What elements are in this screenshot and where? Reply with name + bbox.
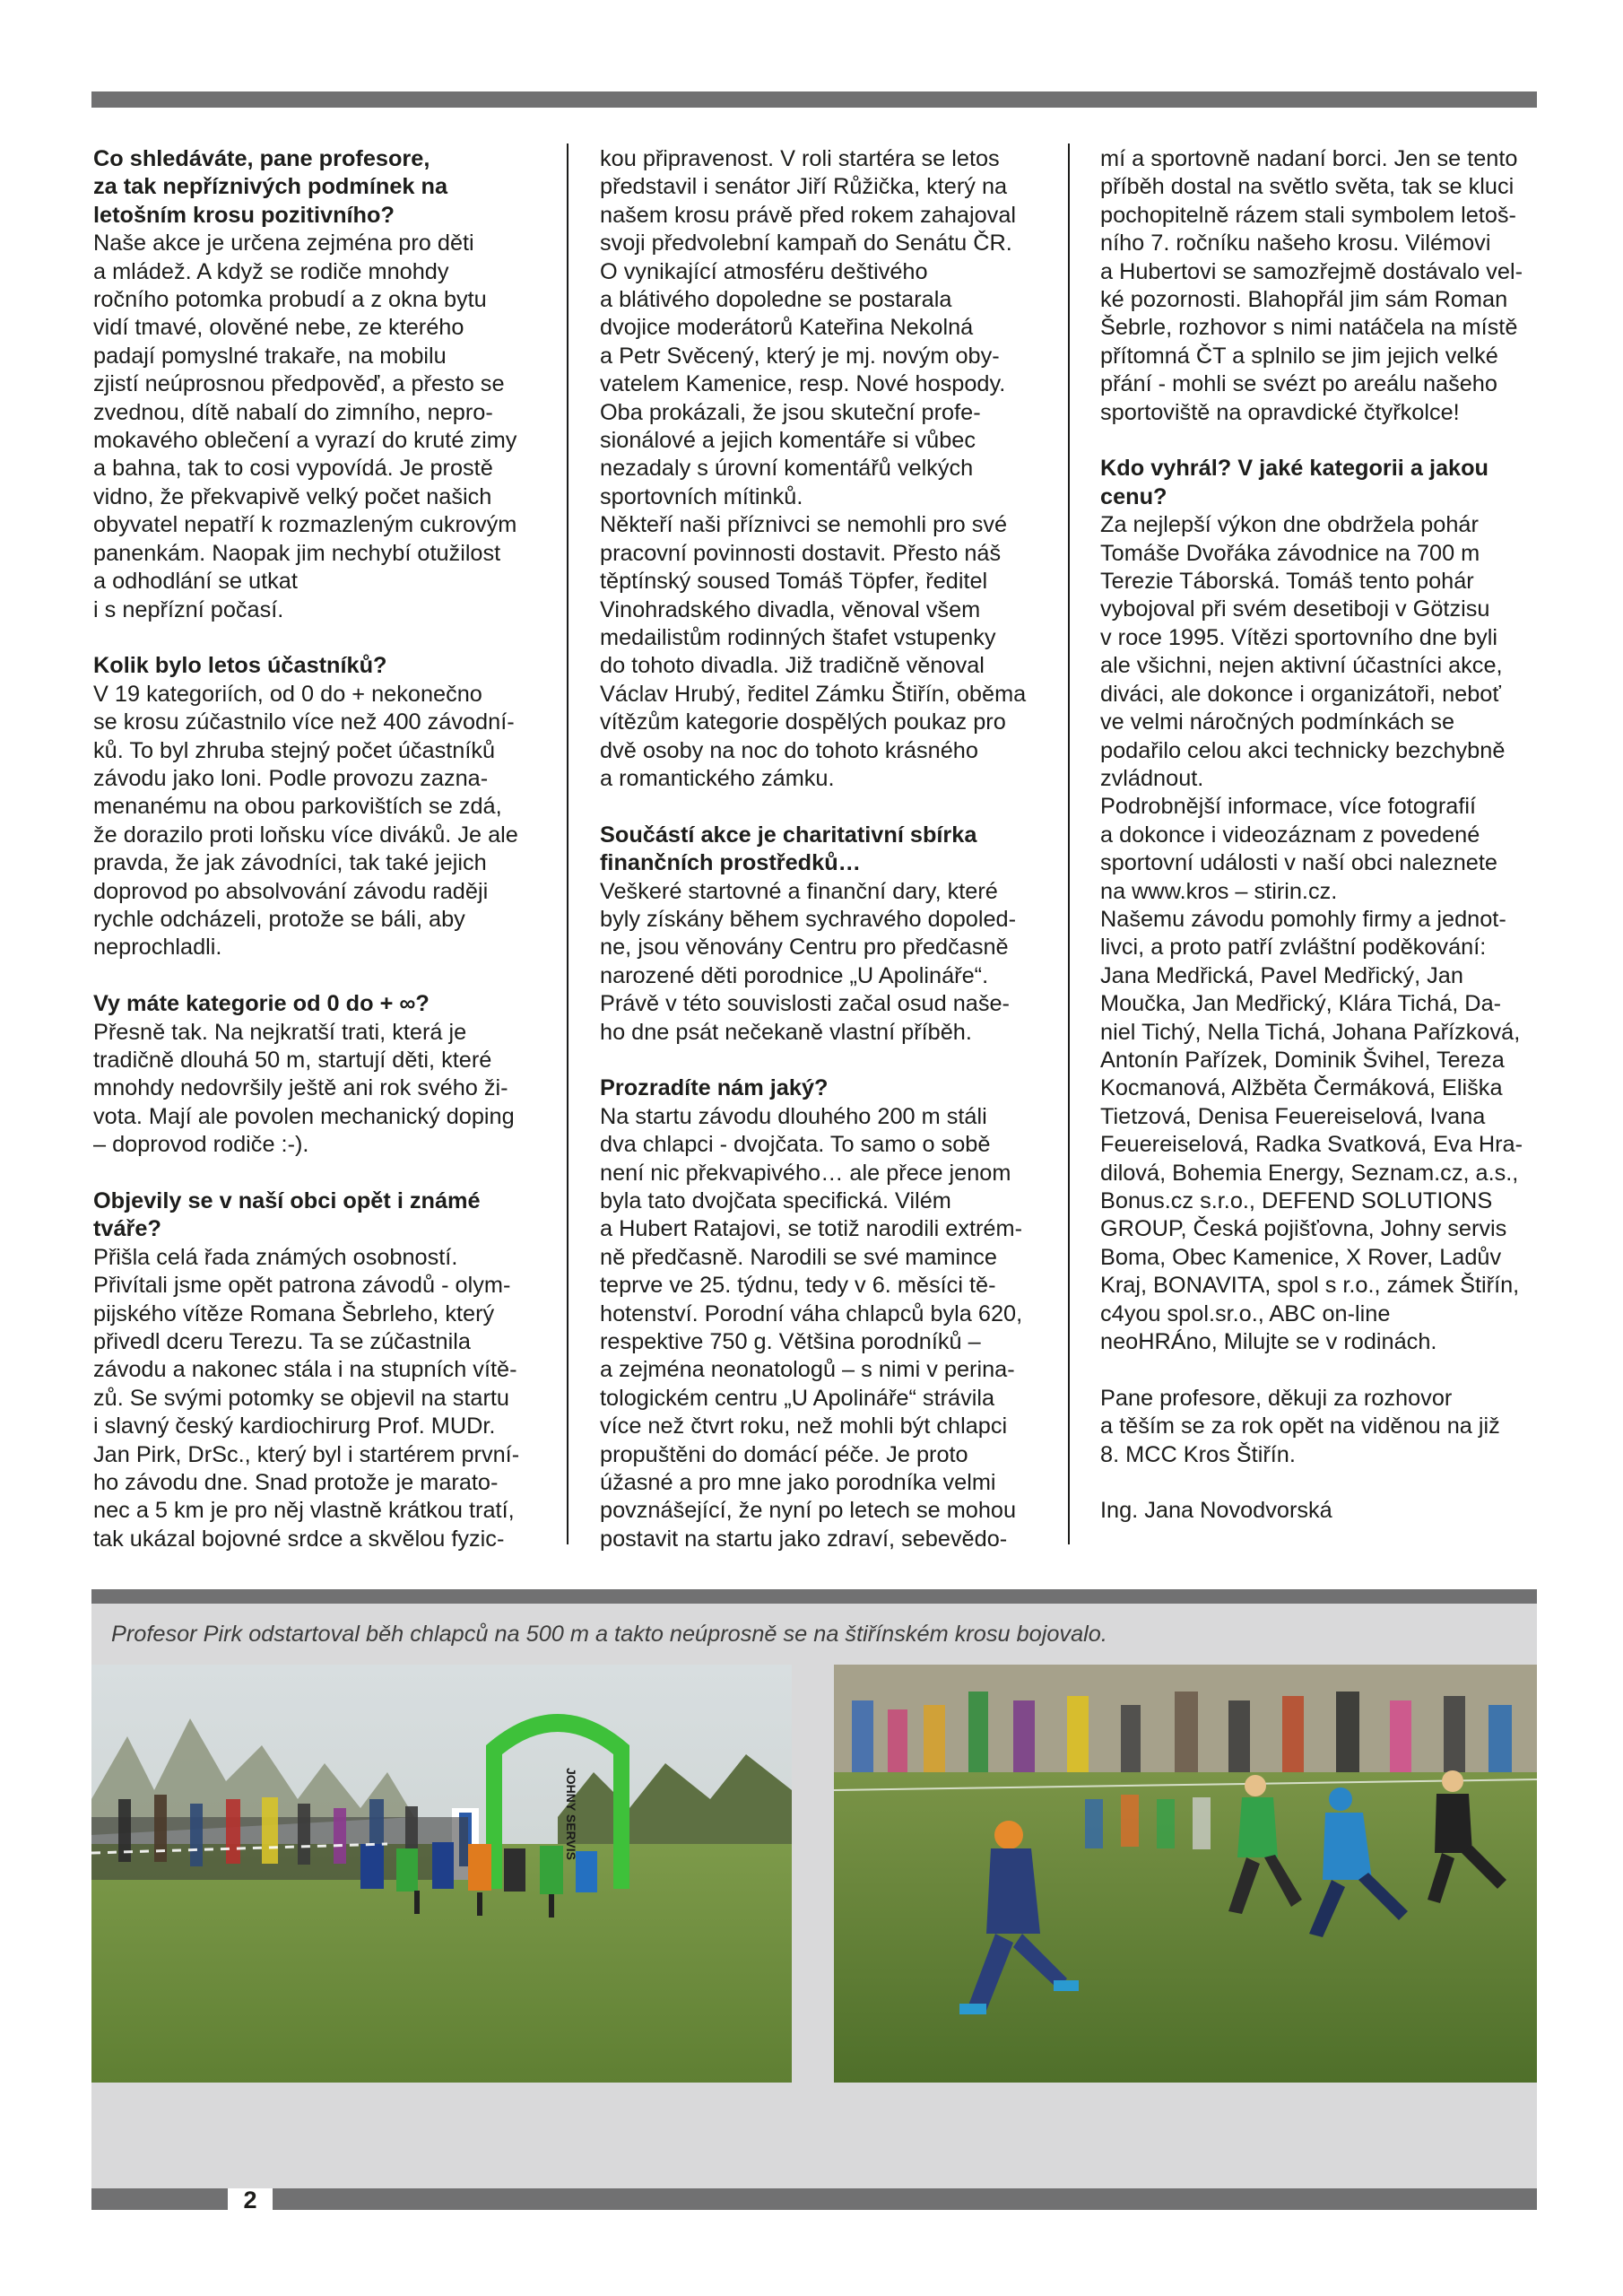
svg-text:JOHNY SERVIS: JOHNY SERVIS [564, 1768, 578, 1860]
text-column-1 [93, 145, 540, 1553]
body-text-line: Někteří naši příznivci se nemohli pro své [600, 512, 1008, 538]
body-text-line: Moučka, Jan Medřický, Klára Tichá, Da- [1100, 991, 1502, 1017]
body-text-line: Za nejlepší výkon dne obdržela pohár [1100, 512, 1479, 538]
paragraph-gap [1100, 1469, 1547, 1497]
body-text-line: v roce 1995. Vítězi sportovního dne byli [1100, 624, 1497, 650]
body-text-line: ho dne psát nečekaně vlastní příběh. [600, 1019, 972, 1045]
body-text-line: vota. Mají ale povolen mechanický doping [93, 1103, 515, 1129]
body-text-line: panenkám. Naopak jim nechybí otužilost [93, 540, 501, 566]
body-text-line: vítězům kategorie dospělých poukaz pro [600, 709, 1006, 735]
body-text-line: dvojice moderátorů Kateřina Nekolná [600, 315, 974, 341]
paragraph-gap [600, 793, 1046, 821]
body-text-line: tradičně dlouhá 50 m, startují děti, které [93, 1047, 492, 1073]
body-text-line: niel Tichý, Nella Tichá, Johana Pařízková, [1100, 1019, 1521, 1045]
body-text-line: byla tato dvojčata specifická. Vilém [600, 1188, 951, 1213]
body-text-line: ně předčasně. Narodili se své mamince [600, 1244, 997, 1270]
body-text-line: kou připravenost. V roli startéra se letos [600, 146, 1000, 171]
body-text-line: diváci, ale dokonce i organizátoři, neboť [1100, 681, 1501, 707]
body-text-line: c4you spol.sr.o., ABC on-line [1100, 1300, 1391, 1326]
body-text-line: pochopitelně rázem stali symbolem letoš- [1100, 202, 1516, 228]
body-text-line: Jana Medřická, Pavel Medřický, Jan [1100, 962, 1463, 988]
body-text-line: sionálové a jejich komentáře si vůbec [600, 428, 976, 454]
top-decorative-bar [91, 91, 1537, 108]
body-text-line: a mládež. A když se rodiče mnohdy [93, 258, 449, 284]
body-text-line: zvládnout. [1100, 765, 1204, 791]
body-text-line: a dokonce i videozáznam z povedené [1100, 822, 1480, 848]
body-text-line: neprochladli. [93, 935, 222, 961]
question-heading-line: za tak nepříznivých podmínek na [93, 174, 448, 200]
body-text-line: vatelem Kamenice, resp. Nové hospody. [600, 371, 1006, 397]
body-text-line: obyvatel nepatří k rozmazleným cukrovým [93, 512, 517, 538]
body-text-line: – doprovod rodiče :-). [93, 1132, 309, 1158]
body-text-line: Oba prokázali, že jsou skuteční profe- [600, 399, 981, 425]
paragraph-gap [93, 624, 540, 652]
body-text-line: zvednou, dítě nabalí do zimního, nepro- [93, 399, 493, 425]
question-heading-line: cenu? [1100, 483, 1167, 509]
body-text-line: a bahna, tak to cosi vypovídá. Je prostě [93, 456, 493, 482]
body-text-line: Kocmanová, Alžběta Čermáková, Eliška [1100, 1075, 1503, 1101]
photo-section-bar [91, 1589, 1537, 1604]
question-heading-line: Kolik bylo letos účastníků? [93, 653, 387, 679]
body-text-line: postavit na startu jako zdraví, sebevědo- [600, 1526, 1008, 1552]
body-text-line: doprovod po absolvování závodu raději [93, 878, 489, 904]
photo-caption: Profesor Pirk odstartoval běh chlapců na 500 m a takto neúprosně se na štiřínském krosu bojovalo. [111, 1622, 1107, 1647]
body-text-line: že dorazilo proti loňsku více diváků. Je ale [93, 822, 518, 848]
body-text-line: Podrobnější informace, více fotografií [1100, 794, 1477, 820]
photo-race-start-image [91, 1665, 792, 2083]
body-text-line: pijského vítěze Romana Šebrleho, který [93, 1300, 495, 1326]
body-text-line: není nic překvapivého… ale přece jenom [600, 1160, 1011, 1186]
body-text-line: livci, a proto patří zvláštní poděkování: [1100, 935, 1487, 961]
body-text-line: ké pozornosti. Blahopřál jim sám Roman [1100, 287, 1508, 313]
body-text-line: dilová, Bohemia Energy, Seznam.cz, a.s., [1100, 1160, 1519, 1186]
body-text-line: rychle odcházeli, protože se báli, aby [93, 906, 465, 932]
column-divider [1068, 144, 1070, 1544]
bottom-decorative-bar [91, 2187, 1537, 2213]
body-text-line: teprve ve 25. týdnu, tedy v 6. měsíci tě- [600, 1273, 996, 1299]
body-text-line: propuštěni do domácí péče. Je proto [600, 1441, 968, 1467]
body-text-line: Na startu závodu dlouhého 200 m stáli [600, 1103, 987, 1129]
question-heading-line: Prozradíte nám jaký? [600, 1075, 829, 1101]
body-text-line: mnohdy nedovršily ještě ani rok svého ži- [93, 1075, 508, 1101]
body-text-line: zů. Se svými potomky se objevil na startu [93, 1385, 509, 1411]
body-text-line: mokavého oblečení a vyrazí do kruté zimy [93, 428, 517, 454]
body-text-line: a blátivého dopoledne se postarala [600, 287, 952, 313]
body-text-line: mí a sportovně nadaní borci. Jen se tento [1100, 146, 1518, 171]
body-text-line: dvě osoby na noc do tohoto krásného [600, 737, 978, 763]
body-text-line: Ing. Jana Novodvorská [1100, 1498, 1332, 1524]
body-text-line: Našemu závodu pomohly firmy a jednot- [1100, 906, 1506, 932]
body-text-line: i s nepřízní počasí. [93, 596, 284, 622]
question-heading-line: Součástí akce je charitativní sbírka [600, 822, 977, 848]
paragraph-gap [93, 1160, 540, 1187]
body-text-line: i slavný český kardiochirurg Prof. MUDr. [93, 1413, 496, 1439]
question-heading-line: finančních prostředků… [600, 850, 861, 876]
body-text-line: a Hubertovi se samozřejmě dostávalo vel- [1100, 258, 1523, 284]
body-text-line: Tietzová, Denisa Feuereiselová, Ivana [1100, 1103, 1486, 1129]
question-heading-line: tváře? [93, 1216, 161, 1242]
body-text-line: těptínský soused Tomáš Töpfer, ředitel [600, 569, 988, 595]
photo-race-start [91, 1665, 792, 2083]
paragraph-gap [1100, 427, 1547, 455]
body-text-line: svoji předvolební kampaň do Senátu ČR. [600, 230, 1012, 257]
text-column-2 [600, 145, 1046, 1553]
question-heading-line: Objevily se v naší obci opět i známé [93, 1187, 481, 1213]
body-text-line: Vinohradského divadla, věnoval všem [600, 596, 981, 622]
body-text-line: povznášející, že nyní po letech se mohou [600, 1498, 1017, 1524]
body-text-line: nec a 5 km je pro něj vlastně krátkou tratí, [93, 1498, 515, 1524]
body-text-line: více než čtvrt roku, než mohli být chlapci [600, 1413, 1008, 1439]
body-text-line: Veškeré startovné a finanční dary, které [600, 878, 998, 904]
body-text-line: Tomáše Dvořáka závodnice na 700 m [1100, 540, 1480, 566]
body-text-line: na www.kros – stirin.cz. [1100, 878, 1338, 904]
body-text-line: tak ukázal bojovné srdce a skvělou fyzic- [93, 1526, 505, 1552]
page-number: 2 [228, 2188, 273, 2210]
body-text-line: Bonus.cz s.r.o., DEFEND SOLUTIONS [1100, 1188, 1493, 1214]
body-text-line: Přišla celá řada známých osobností. [93, 1244, 458, 1270]
body-text-line: příběh dostal na světlo světa, tak se kluci [1100, 174, 1515, 200]
body-text-line: GROUP, Česká pojišťovna, Johny servis [1100, 1216, 1507, 1242]
question-heading-line: Co shledáváte, pane profesore, [93, 146, 430, 171]
body-text-line: zjistí neúprosnou předpověď, a přesto se [93, 371, 505, 397]
body-text-line: vybojoval při svém desetiboji v Götzisu [1100, 596, 1490, 622]
body-text-line: nezadaly s úrovní komentářů velkých [600, 456, 974, 482]
body-text-line: se krosu zúčastnilo více než 400 závodní- [93, 709, 515, 735]
paragraph-gap [600, 1047, 1046, 1074]
body-text-line: Přesně tak. Na nejkratší trati, která je [93, 1019, 467, 1045]
body-text-line: Antonín Pařízek, Dominik Švihel, Tereza [1100, 1047, 1505, 1073]
body-text-line: a těším se za rok opět na viděnou na již [1100, 1413, 1500, 1439]
body-text-line: a romantického zámku. [600, 765, 835, 791]
body-text-line: a Petr Svěcený, který je mj. novým oby- [600, 343, 1000, 369]
body-text-line: respektive 750 g. Většina porodníků – [600, 1329, 981, 1355]
body-text-line: do tohoto divadla. Již tradičně věnoval [600, 653, 985, 679]
body-text-line: ročního potomka probudí a z okna bytu [93, 287, 487, 313]
body-text-line: Jan Pirk, DrSc., který byl i startérem první- [93, 1441, 520, 1467]
body-text-line: závodu jako loni. Podle provozu zazna- [93, 765, 489, 791]
body-text-line: přivedl dceru Terezu. Ta se zúčastnila [93, 1329, 471, 1355]
body-text-line: V 19 kategoriích, od 0 do + nekonečno [93, 681, 482, 707]
body-text-line: Boma, Obec Kamenice, X Rover, Ladův [1100, 1244, 1502, 1270]
body-text-line: úžasné a pro mne jako porodníka velmi [600, 1470, 996, 1496]
photo-section [91, 1589, 1537, 2195]
photo-race-runners-image [834, 1665, 1537, 2083]
body-text-line: ho závodu dne. Snad protože je marato- [93, 1470, 499, 1496]
text-column-3 [1100, 145, 1547, 1526]
body-text-line: ního 7. ročníku našeho krosu. Vilémovi [1100, 230, 1491, 257]
body-text-line: sportovní události v naší obci naleznete [1100, 850, 1497, 876]
column-divider [567, 144, 568, 1544]
body-text-line: vidí tmavé, olověné nebe, ze kterého [93, 315, 464, 341]
body-text-line: sportoviště na opravdické čtyřkolce! [1100, 399, 1460, 425]
body-text-line: 8. MCC Kros Štiřín. [1100, 1441, 1296, 1467]
body-text-line: tologickém centru „U Apolináře“ strávila [600, 1385, 995, 1411]
body-text-line: sportovních mítinků. [600, 483, 803, 509]
body-text-line: neoHRÁno, Milujte se v rodinách. [1100, 1329, 1437, 1355]
body-text-line: Kraj, BONAVITA, spol s r.o., zámek Štiřín, [1100, 1273, 1520, 1299]
body-text-line: hotenství. Porodní váha chlapců byla 620, [600, 1300, 1023, 1326]
question-heading-line: letošním krosu pozitivního? [93, 202, 395, 228]
body-text-line: padají pomyslné trakaře, na mobilu [93, 343, 447, 369]
body-text-line: ne, jsou věnovány Centru pro předčasně [600, 935, 1009, 961]
body-text-line: představil i senátor Jiří Růžička, který na [600, 174, 1008, 200]
body-text-line: podařilo celou akci technicky bezchybně [1100, 737, 1506, 763]
body-text-line: závodu a nakonec stála i na stupních vítě- [93, 1357, 517, 1383]
body-text-line: Šebrle, rozhovor s nimi natáčela na místě [1100, 315, 1518, 341]
photo-race-runners [834, 1665, 1537, 2083]
question-heading-line: Kdo vyhrál? V jaké kategorii a jakou [1100, 456, 1489, 482]
body-text-line: Naše akce je určena zejména pro děti [93, 230, 474, 257]
body-text-line: ve velmi náročných podmínkách se [1100, 709, 1455, 735]
body-text-line: O vynikající atmosféru deštivého [600, 258, 928, 284]
body-text-line: ale všichni, nejen aktivní účastníci akce, [1100, 653, 1503, 679]
body-text-line: vidno, že překvapivě velký počet našich [93, 483, 492, 509]
body-text-line: narozené děti porodnice „U Apolináře“. [600, 962, 989, 988]
body-text-line: Václav Hrubý, ředitel Zámku Štiřín, oběma [600, 681, 1027, 707]
body-text-line: a Hubert Ratajovi, se totiž narodili extrém- [600, 1216, 1022, 1242]
body-text-line: Právě v této souvislosti začal osud naše- [600, 991, 1010, 1017]
body-text-line: medailistům rodinných štafet vstupenky [600, 624, 996, 650]
question-heading-line: Vy máte kategorie od 0 do + ∞? [93, 991, 430, 1017]
body-text-line: Terezie Táborská. Tomáš tento pohár [1100, 569, 1474, 595]
body-text-line: přítomná ČT a splnilo se jim jejich velké [1100, 343, 1498, 369]
body-text-line: byly získány během sychravého dopoled- [600, 906, 1017, 932]
body-text-line: a zejména neonatologů – s nimi v perina- [600, 1357, 1015, 1383]
body-text-line: dva chlapci - dvojčata. To samo o sobě [600, 1132, 991, 1158]
body-text-line: pracovní povinnosti dostavit. Přesto náš [600, 540, 1002, 566]
body-text-line: přání - mohli se svézt po areálu našeho [1100, 371, 1497, 397]
body-text-line: menanému na obou parkovištích se zdá, [93, 794, 502, 820]
body-text-line: pravda, že jak závodníci, tak také jejich [93, 850, 487, 876]
body-text-line: Feuereiselová, Radka Svatková, Eva Hra- [1100, 1132, 1523, 1158]
body-text-line: Přivítali jsme opět patrona závodů - olym- [93, 1273, 511, 1299]
paragraph-gap [1100, 1356, 1547, 1384]
paragraph-gap [93, 962, 540, 990]
body-text-line: a odhodlání se utkat [93, 569, 298, 595]
arch-banner-text [564, 1768, 578, 1860]
body-text-line: našem krosu právě před rokem zahajoval [600, 202, 1017, 228]
body-text-line: ků. To byl zhruba stejný počet účastníků [93, 737, 496, 763]
body-text-line: Pane profesore, děkuji za rozhovor [1100, 1385, 1453, 1411]
